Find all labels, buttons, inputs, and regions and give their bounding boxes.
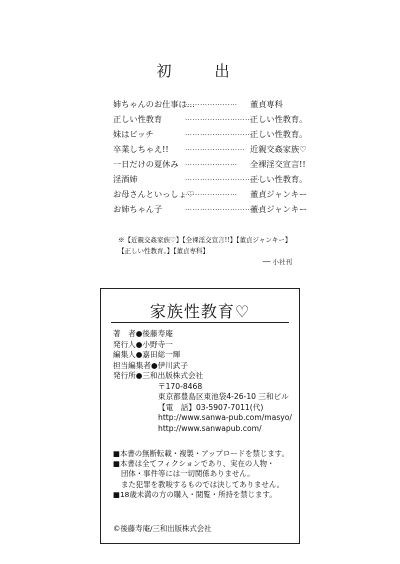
first-appearance-heading: 初 出 (156, 62, 244, 80)
notice-line: また犯罪を教唆するものでは決してありません。 (121, 479, 285, 489)
list-item (113, 159, 313, 174)
notice-line: ■18歳未満の方の購入・閲覧・所持を禁じます。 (113, 489, 277, 499)
notice-line: ■本書は全てフィクションであり、実在の人物・ (113, 459, 275, 469)
note-line: ※【近親交姦家族♡】【全裸淫交宣言!!】【董貞ジャンキー】 (118, 236, 292, 244)
website-url: http://www.sanwa-pub.com/masyo/ (158, 413, 292, 422)
colophon-box (100, 288, 300, 544)
publisher-credit: ── 小社刊 (262, 258, 292, 266)
publication-name: 正しい性教育。 (250, 129, 308, 139)
list-item (113, 174, 313, 189)
leader-dots: ………………… (185, 99, 238, 107)
leader-dots: ………………………… (185, 204, 260, 212)
story-title: 一日だけの夏休み (113, 159, 179, 169)
publication-info (113, 329, 297, 434)
legal-notices (113, 449, 297, 500)
publication-name: 近親交姦家族♡ (250, 144, 307, 154)
list-item (113, 129, 313, 144)
story-title: お母さんといっしょ♡ (113, 189, 195, 199)
publication-name: 董貞専科 (250, 99, 283, 109)
publication-name: 全裸淫交宣言!! (250, 159, 306, 169)
note-line: 【正しい性教育。】【董貞専科】 (118, 247, 209, 255)
leader-dots: ………………………… (185, 174, 260, 182)
list-item (113, 204, 313, 219)
leader-dots: ………………… (185, 189, 238, 197)
list-item (113, 114, 313, 129)
author-line: 著 者●後藤寿庵 (113, 329, 173, 338)
story-title: 淫酒姉 (113, 174, 138, 184)
address: 東京都豊島区東池袋4-26-10 三和ビル (158, 392, 289, 401)
story-title: 正しい性教育 (113, 114, 163, 124)
website-url: http://www.sanwapub.com/ (158, 423, 262, 433)
book-title: 家族性教育♡ (149, 302, 251, 321)
notice-line: ■本書の無断転載・複製・アップロードを禁じます。 (113, 449, 289, 458)
phone: 【電 話】03-5907-7011(代) (158, 402, 264, 412)
source-notes (118, 235, 300, 257)
publication-name: 董貞ジャンキー (250, 189, 308, 199)
leader-dots: ………………… (185, 159, 238, 167)
story-title: 妹はビッチ (113, 129, 154, 139)
leader-dots: ……………………… (185, 129, 253, 137)
editor-line: 編集人●嘉田総一輝 (113, 350, 181, 359)
publication-name: 董貞ジャンキー (250, 204, 308, 214)
list-item (113, 144, 313, 159)
copyright-line: ©後藤寿庵/三和出版株式会社 (113, 524, 212, 533)
title-divider (111, 322, 289, 323)
leader-dots: …………………… (185, 144, 245, 152)
story-title: お姉ちゃん子 (113, 204, 163, 214)
story-title: 姉ちゃんのお仕事は… (113, 99, 195, 109)
publisher-person-line: 発行人●小野寺一 (113, 339, 173, 349)
list-item (113, 99, 313, 114)
postal-code: 〒170-8468 (158, 381, 203, 391)
notice-line: 団体・事件等には一切関係ありません。 (121, 469, 255, 479)
leader-dots: ……………………… (185, 114, 253, 122)
list-item (113, 189, 313, 204)
publication-name: 正しい性教育。 (250, 114, 308, 124)
publisher-line: 発行所●三和出版株式会社 (113, 371, 204, 380)
assigned-editor-line: 担当編集者●伊川武子 (113, 360, 188, 370)
story-title: 卒業しちゃえ!! (113, 144, 169, 154)
publication-name: 正しい性教育。 (250, 174, 308, 184)
first-appearance-list (113, 99, 313, 219)
